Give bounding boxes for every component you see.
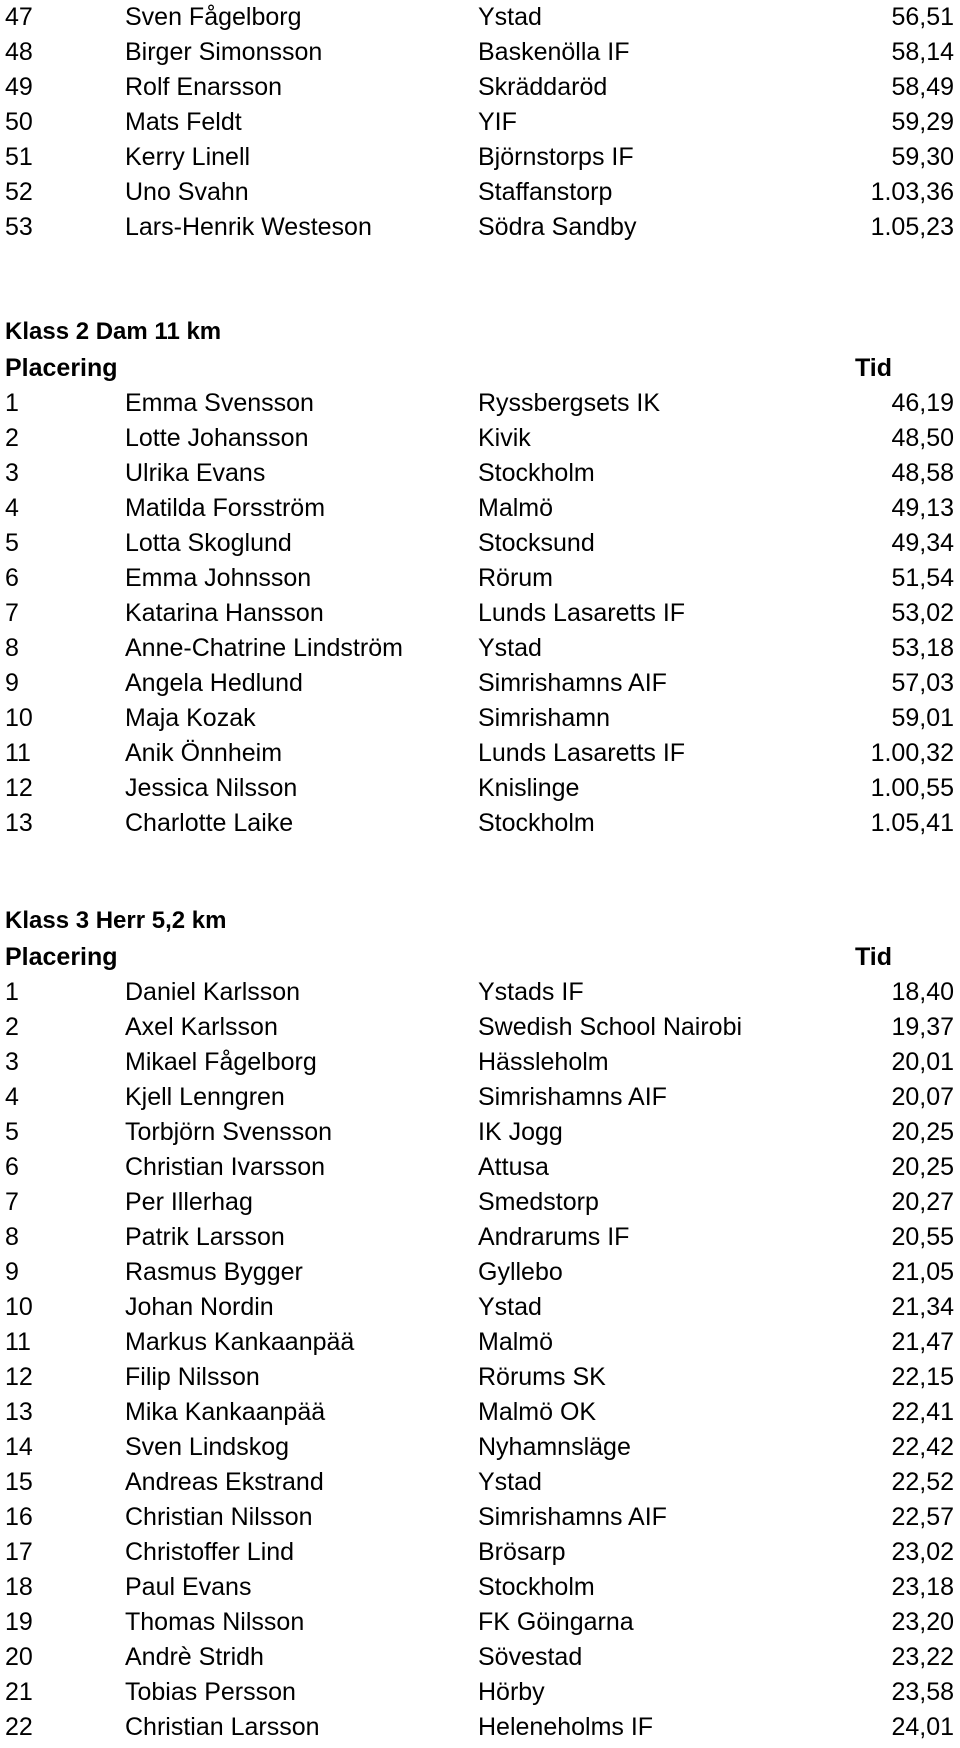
result-place: 49 <box>5 73 33 101</box>
result-name: Anne-Chatrine Lindström <box>125 634 403 662</box>
result-place: 4 <box>5 494 19 522</box>
result-time: 58,49 <box>891 73 954 101</box>
result-place: 17 <box>5 1538 33 1566</box>
result-place: 9 <box>5 669 19 697</box>
results-section-klass-3-herr <box>0 903 960 1745</box>
result-name: Torbjörn Svensson <box>125 1118 333 1146</box>
column-header-tid: Tid <box>854 943 892 971</box>
result-time: 20,27 <box>891 1188 954 1216</box>
result-place: 14 <box>5 1433 33 1461</box>
result-place: 47 <box>5 3 33 31</box>
result-time: 1.05,23 <box>870 213 954 241</box>
result-name: Lotta Skoglund <box>125 529 292 557</box>
result-row <box>0 1640 960 1675</box>
column-header-placering: Placering <box>5 943 118 971</box>
result-name: Per Illerhag <box>125 1188 253 1216</box>
result-place: 21 <box>5 1678 33 1706</box>
result-name: Emma Svensson <box>125 389 314 417</box>
result-place: 15 <box>5 1468 33 1496</box>
result-name: Mikael Fågelborg <box>125 1048 317 1076</box>
result-club: Heleneholms IF <box>478 1713 654 1741</box>
result-club: Malmö <box>478 1328 554 1356</box>
result-row <box>0 1500 960 1535</box>
result-time: 49,34 <box>891 529 954 557</box>
result-name: Sven Lindskog <box>125 1433 290 1461</box>
result-time: 20,25 <box>891 1118 954 1146</box>
result-time: 19,37 <box>891 1013 954 1041</box>
result-row <box>0 105 960 140</box>
result-club: Rörums SK <box>478 1363 606 1391</box>
result-place: 8 <box>5 634 19 662</box>
result-club: Stockholm <box>478 459 595 487</box>
result-place: 50 <box>5 108 33 136</box>
result-club: Skräddaröd <box>478 73 608 101</box>
result-row <box>0 1325 960 1360</box>
result-club: Södra Sandby <box>478 213 637 241</box>
result-time: 56,51 <box>891 3 954 31</box>
result-club: Malmö <box>478 494 554 522</box>
result-club: Gyllebo <box>478 1258 563 1286</box>
result-time: 59,29 <box>891 108 954 136</box>
result-time: 21,05 <box>891 1258 954 1286</box>
result-time: 48,50 <box>891 424 954 452</box>
result-row <box>0 806 960 841</box>
result-time: 59,01 <box>891 704 954 732</box>
result-club: Lunds Lasaretts IF <box>478 739 686 767</box>
result-name: Axel Karlsson <box>125 1013 278 1041</box>
result-row <box>0 631 960 666</box>
result-club: Kivik <box>478 424 531 452</box>
result-row <box>0 975 960 1010</box>
result-place: 10 <box>5 1293 33 1321</box>
result-place: 10 <box>5 704 33 732</box>
result-row <box>0 1675 960 1710</box>
section-title: Klass 3 Herr 5,2 km <box>5 907 227 934</box>
result-place: 3 <box>5 459 19 487</box>
result-row <box>0 386 960 421</box>
result-time: 18,40 <box>891 978 954 1006</box>
result-name: Lars-Henrik Westeson <box>125 213 372 241</box>
result-time: 20,55 <box>891 1223 954 1251</box>
result-place: 53 <box>5 213 33 241</box>
result-name: Katarina Hansson <box>125 599 324 627</box>
result-time: 59,30 <box>891 143 954 171</box>
result-time: 57,03 <box>891 669 954 697</box>
result-row <box>0 1395 960 1430</box>
result-name: Kjell Lenngren <box>125 1083 285 1111</box>
result-row <box>0 1045 960 1080</box>
result-place: 52 <box>5 178 33 206</box>
result-row <box>0 561 960 596</box>
result-name: Rolf Enarsson <box>125 73 283 101</box>
result-time: 23,20 <box>891 1608 954 1636</box>
result-time: 20,07 <box>891 1083 954 1111</box>
result-name: Tobias Persson <box>125 1678 296 1706</box>
result-time: 58,14 <box>891 38 954 66</box>
result-place: 7 <box>5 599 19 627</box>
result-time: 23,58 <box>891 1678 954 1706</box>
result-time: 22,52 <box>891 1468 954 1496</box>
result-place: 5 <box>5 529 19 557</box>
result-name: Lotte Johansson <box>125 424 309 452</box>
result-club: Ystad <box>478 3 542 31</box>
result-club: Nyhamnsläge <box>478 1433 631 1461</box>
result-name: Patrik Larsson <box>125 1223 285 1251</box>
result-name: Christian Nilsson <box>125 1503 313 1531</box>
result-name: Rasmus Bygger <box>125 1258 303 1286</box>
result-row <box>0 1290 960 1325</box>
result-row <box>0 456 960 491</box>
result-row <box>0 1360 960 1395</box>
result-row <box>0 1150 960 1185</box>
result-club: Staffanstorp <box>478 178 613 206</box>
result-row <box>0 596 960 631</box>
result-time: 21,47 <box>891 1328 954 1356</box>
result-row <box>0 421 960 456</box>
result-place: 4 <box>5 1083 19 1111</box>
result-time: 24,01 <box>891 1713 954 1741</box>
result-row <box>0 1710 960 1745</box>
result-club: Ystad <box>478 634 542 662</box>
result-club: Smedstorp <box>478 1188 599 1216</box>
result-name: Andreas Ekstrand <box>125 1468 324 1496</box>
result-name: Uno Svahn <box>125 178 249 206</box>
result-name: Mika Kankaanpää <box>125 1398 326 1426</box>
result-row <box>0 1430 960 1465</box>
result-place: 1 <box>5 978 19 1006</box>
result-name: Birger Simonsson <box>125 38 323 66</box>
result-name: Mats Feldt <box>125 108 242 136</box>
result-club: Sövestad <box>478 1643 583 1671</box>
result-time: 49,13 <box>891 494 954 522</box>
result-place: 12 <box>5 1363 33 1391</box>
result-place: 22 <box>5 1713 33 1741</box>
result-time: 22,57 <box>891 1503 954 1531</box>
result-name: Daniel Karlsson <box>125 978 301 1006</box>
result-club: Baskenölla IF <box>478 38 630 66</box>
result-place: 8 <box>5 1223 19 1251</box>
result-time: 1.00,32 <box>870 739 954 767</box>
result-row <box>0 701 960 736</box>
result-time: 1.03,36 <box>870 178 954 206</box>
result-place: 11 <box>5 739 31 767</box>
result-club: Rörum <box>478 564 554 592</box>
result-row <box>0 491 960 526</box>
result-row <box>0 0 960 35</box>
result-club: Simrishamns AIF <box>478 1503 667 1531</box>
result-row <box>0 175 960 210</box>
result-club: Brösarp <box>478 1538 566 1566</box>
result-row <box>0 1535 960 1570</box>
result-place: 51 <box>5 143 33 171</box>
result-club: Björnstorps IF <box>478 143 634 171</box>
result-name: Sven Fågelborg <box>125 3 302 31</box>
result-name: Maja Kozak <box>125 704 256 732</box>
result-club: Stocksund <box>478 529 595 557</box>
result-row <box>0 666 960 701</box>
result-place: 9 <box>5 1258 19 1286</box>
result-time: 23,02 <box>891 1538 954 1566</box>
result-place: 18 <box>5 1573 33 1601</box>
result-place: 7 <box>5 1188 19 1216</box>
result-place: 19 <box>5 1608 33 1636</box>
result-time: 23,18 <box>891 1573 954 1601</box>
result-row <box>0 736 960 771</box>
column-header-row <box>0 350 960 386</box>
result-club: YIF <box>478 108 517 136</box>
results-section-klass-2-dam <box>0 314 960 841</box>
result-row <box>0 210 960 245</box>
result-row <box>0 771 960 806</box>
result-name: Emma Johnsson <box>125 564 312 592</box>
results-list <box>0 975 960 1745</box>
result-place: 6 <box>5 1153 19 1181</box>
result-row <box>0 35 960 70</box>
result-row <box>0 1465 960 1500</box>
result-name: Filip Nilsson <box>125 1363 260 1391</box>
result-name: Ulrika Evans <box>125 459 266 487</box>
result-place: 11 <box>5 1328 31 1356</box>
result-row <box>0 1570 960 1605</box>
result-club: Knislinge <box>478 774 580 802</box>
result-time: 22,15 <box>891 1363 954 1391</box>
result-club: Stockholm <box>478 1573 595 1601</box>
result-name: Johan Nordin <box>125 1293 274 1321</box>
result-club: Hässleholm <box>478 1048 609 1076</box>
result-club: Simrishamns AIF <box>478 1083 667 1111</box>
result-time: 20,01 <box>891 1048 954 1076</box>
result-place: 13 <box>5 809 33 837</box>
result-club: Ystad <box>478 1468 542 1496</box>
result-club: Malmö OK <box>478 1398 597 1426</box>
result-place: 5 <box>5 1118 19 1146</box>
result-name: Christian Larsson <box>125 1713 320 1741</box>
result-name: Andrè Stridh <box>125 1643 264 1671</box>
result-place: 2 <box>5 1013 19 1041</box>
result-row <box>0 1605 960 1640</box>
result-time: 46,19 <box>891 389 954 417</box>
column-header-tid: Tid <box>854 354 892 382</box>
result-name: Thomas Nilsson <box>125 1608 305 1636</box>
result-club: Lunds Lasaretts IF <box>478 599 686 627</box>
result-club: Ryssbergsets IK <box>478 389 661 417</box>
result-place: 12 <box>5 774 33 802</box>
result-time: 53,02 <box>891 599 954 627</box>
result-time: 48,58 <box>891 459 954 487</box>
result-time: 22,41 <box>891 1398 954 1426</box>
result-place: 2 <box>5 424 19 452</box>
result-name: Angela Hedlund <box>125 669 303 697</box>
result-row <box>0 1220 960 1255</box>
result-name: Kerry Linell <box>125 143 251 171</box>
result-club: FK Göingarna <box>478 1608 634 1636</box>
result-name: Jessica Nilsson <box>125 774 298 802</box>
result-time: 22,42 <box>891 1433 954 1461</box>
result-time: 23,22 <box>891 1643 954 1671</box>
result-place: 1 <box>5 389 19 417</box>
result-club: Stockholm <box>478 809 595 837</box>
column-header-row <box>0 939 960 975</box>
results-section-continued <box>0 0 960 245</box>
result-name: Anik Önnheim <box>125 739 283 767</box>
result-place: 16 <box>5 1503 33 1531</box>
result-club: IK Jogg <box>478 1118 563 1146</box>
result-club: Ystads IF <box>478 978 584 1006</box>
result-time: 1.05,41 <box>870 809 954 837</box>
result-row <box>0 1115 960 1150</box>
results-list <box>0 386 960 841</box>
column-header-placering: Placering <box>5 354 118 382</box>
result-club: Hörby <box>478 1678 545 1706</box>
result-time: 51,54 <box>891 564 954 592</box>
result-place: 20 <box>5 1643 33 1671</box>
result-club: Ystad <box>478 1293 542 1321</box>
result-name: Markus Kankaanpää <box>125 1328 355 1356</box>
result-row <box>0 70 960 105</box>
result-club: Simrishamns AIF <box>478 669 667 697</box>
result-name: Paul Evans <box>125 1573 252 1601</box>
result-row <box>0 1010 960 1045</box>
result-time: 53,18 <box>891 634 954 662</box>
result-place: 3 <box>5 1048 19 1076</box>
result-row <box>0 140 960 175</box>
result-name: Matilda Forsström <box>125 494 326 522</box>
result-time: 20,25 <box>891 1153 954 1181</box>
result-row <box>0 1255 960 1290</box>
section-title: Klass 2 Dam 11 km <box>5 318 222 345</box>
result-club: Swedish School Nairobi <box>478 1013 743 1041</box>
result-place: 6 <box>5 564 19 592</box>
result-row <box>0 1185 960 1220</box>
result-club: Attusa <box>478 1153 549 1181</box>
results-list <box>0 0 960 245</box>
result-place: 48 <box>5 38 33 66</box>
result-club: Simrishamn <box>478 704 610 732</box>
result-name: Charlotte Laike <box>125 809 294 837</box>
result-row <box>0 526 960 561</box>
result-time: 21,34 <box>891 1293 954 1321</box>
result-name: Christoffer Lind <box>125 1538 295 1566</box>
result-club: Andrarums IF <box>478 1223 630 1251</box>
result-place: 13 <box>5 1398 33 1426</box>
result-row <box>0 1080 960 1115</box>
result-name: Christian Ivarsson <box>125 1153 326 1181</box>
result-time: 1.00,55 <box>870 774 954 802</box>
